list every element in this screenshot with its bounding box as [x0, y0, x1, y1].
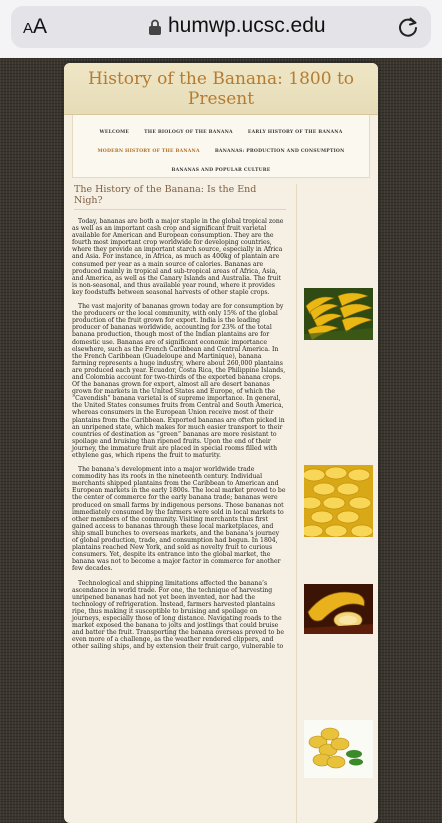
nav-item-modern-history[interactable]: MODERN HISTORY OF THE BANANA	[97, 149, 200, 154]
article-paragraph: The banana’s development into a major worldwide trade commodity has its roots in the nineteenth century. Individual merchants shipped plantains from the Caribbean to American and European markets in the early 1800s. The local market proved to be the center of commerce for the early banana trade; bananas were produced on small farms by indigenous persons. Those bananas not immediately consumed by the farmers were sold in local markets to other members of the community. Visiting merchants thus first gained access to bananas through these local marketplaces, and ship small bunches to overseas markets, and the banana’s journey of global production, trade, and consumption had begun. In 1804, plantains reached New York, and sold as novelty fruit to curious consumers. Yet, despite its entrance into the global market, the banana was not to become a major factor in commerce for another few decades.	[72, 466, 286, 573]
url-text[interactable]: humwp.ucsc.edu	[168, 14, 326, 37]
cut-banana-fruit-image	[304, 584, 373, 634]
banana-chips-image	[304, 720, 373, 778]
article-paragraph: Technological and shipping limitations affected the banana’s ascendance in world trade. For one, the technique of harvesting unripened bananas had not yet been invented, nor had the technology of refrigeration. Instead, farmers harvested plantains ripe, thus making it susceptible to bruising and spoilage on journeys, especially those of long distance. Navigating roads to the market exposed the banana to jolts and jostlings that could bruise and batter the fruit. Transporting the banana overseas proved to be even more of a challenge, as the weather rendered clippers, and other sailing ships, and by extension their fruit cargo, vulnerable to	[72, 579, 284, 651]
url-field[interactable]	[11, 6, 431, 48]
article	[72, 184, 286, 650]
nav-item-biology[interactable]: THE BIOLOGY OF THE BANANA	[144, 130, 233, 135]
banana-bunches-image	[304, 288, 373, 340]
content-area	[72, 184, 370, 650]
article-title: The History of the Banana: Is the End Nigh?	[74, 184, 286, 210]
page-container	[64, 63, 378, 823]
site-header	[64, 63, 378, 115]
browser-address-bar	[0, 0, 442, 58]
reader-text-size-button[interactable]: AA	[23, 15, 48, 38]
nav-item-early-history[interactable]: EARLY HISTORY OF THE BANANA	[247, 130, 343, 135]
lock-icon	[148, 19, 162, 35]
peeled-banana-stack-image	[304, 465, 373, 537]
article-paragraph: The vast majority of bananas grown today are for consumption by the producers or the local community, with only 15% of the global production of the fruit grown for export. India is the leading producer of bananas worldwide, accounting for 23% of the total banana production, though most of the Indian plantains are for domestic use. Bananas are of significant economic importance elsewhere, such as the French Caribbean and Central America. In the French Caribbean (Guadeloupe and Martinique), banana farming represents a huge industry, where about 260,000 plantains are produced each year. Ecuador, Costa Rica, the Philippine Islands, and Colombia account for two-thirds of the exported banana crops. Of the bananas grown for export, almost all are desert bananas grown for markets in the United States and Europe, of which the “Cavendish” banana varietal is of supreme importance. In general, the United States consumes fruits from Central and South America, whereas consumers in the European Union receive most of their plantains from the Caribbean. Exported bananas are often picked in an unripened state, which makes for much easier transport to their countries of destination as “green” bananas are more resistant to spoilage and bruising than ripened fruits. Upon the end of their journey, the immature fruit are placed in special rooms filled with ethylene gas, which ripens the fruit to maturity.	[72, 303, 286, 459]
nav-item-welcome[interactable]: WELCOME	[99, 130, 130, 135]
main-nav	[72, 115, 370, 178]
reload-icon[interactable]	[397, 16, 419, 38]
site-title[interactable]: History of the Banana: 1800 to Present	[87, 69, 355, 109]
article-paragraph: Today, bananas are both a major staple in the global tropical zone as well as an important cash crop and significant fruit varietal available for American and European consumption. They are the fourth most important crop worldwide for developing countries, where they provide an important starch source, especially in Africa and Asia. For instance, in Africa, as much as 400kg of plantain are consumed per year as a main source of calories. Bananas are produced mainly in tropical and sub-tropical areas of Africa, Asia, and America, as well as the Canary Islands and Australia. The fruit is non-seasonal, and thus available year round, where it provides key foodstuffs between seasonal harvests of other staple crops.	[72, 218, 284, 296]
nav-item-production-consumption[interactable]: BANANAS: PRODUCTION AND CONSUMPTION	[214, 149, 345, 154]
nav-item-popular-culture[interactable]: BANANAS AND POPULAR CULTURE	[171, 168, 271, 173]
image-sidebar	[296, 184, 371, 823]
